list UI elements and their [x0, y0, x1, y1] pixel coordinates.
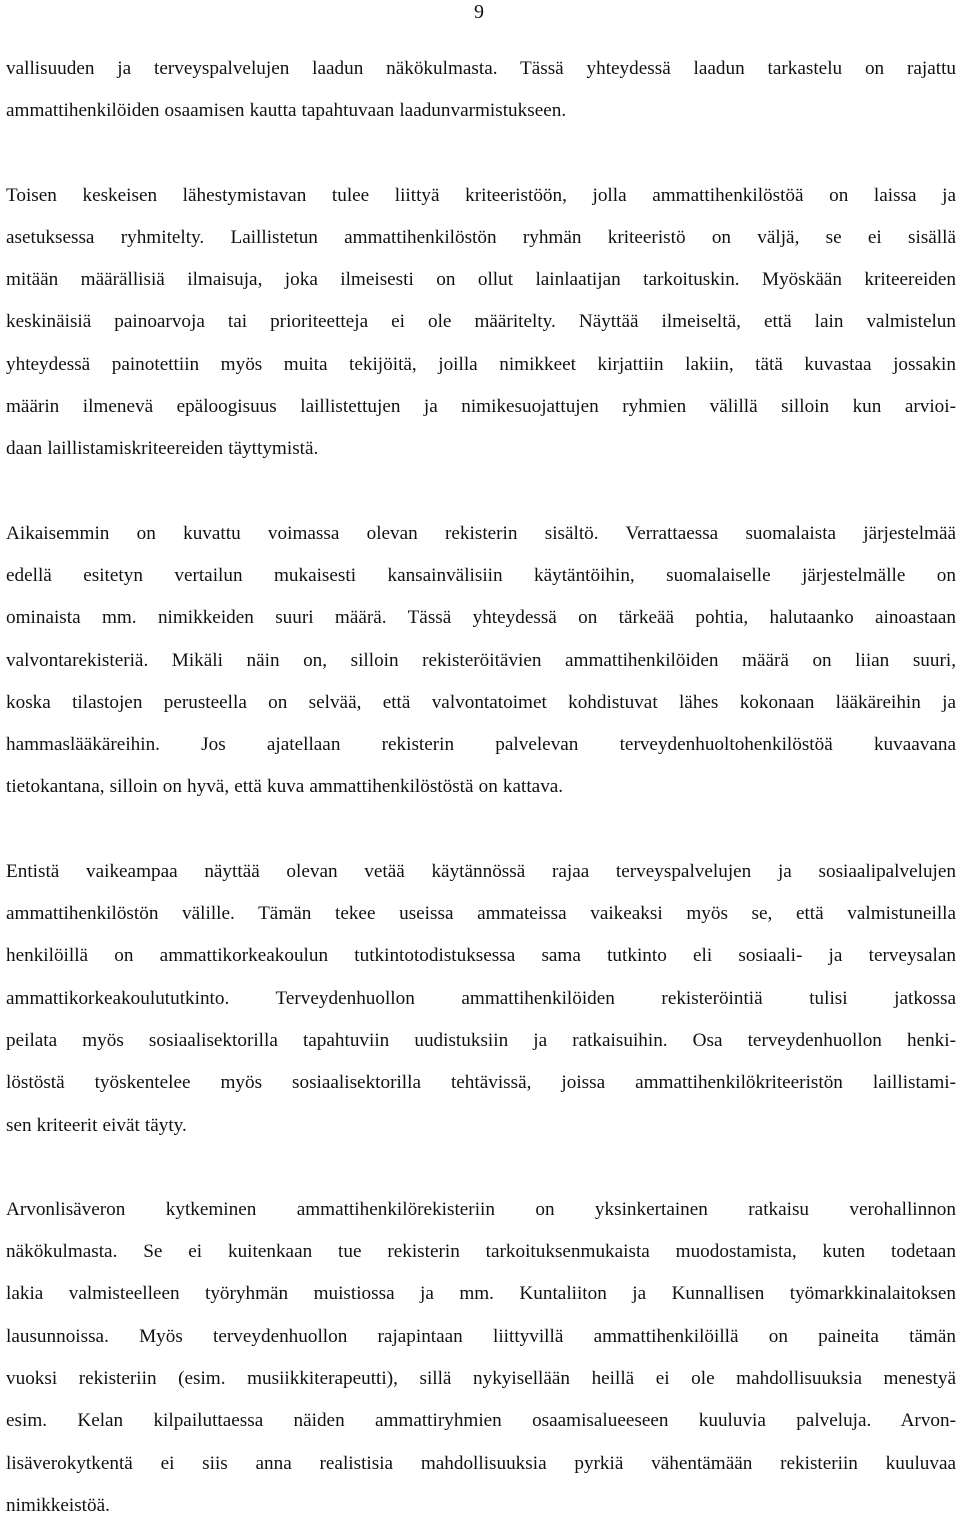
- document-body: [6, 48, 956, 1527]
- text-line: koska tilastojen perusteella on selvää, että valvontatoimet kohdistuvat lähes kokonaan lääkäreihin ja: [6, 691, 956, 713]
- paragraph: [6, 48, 956, 133]
- text-line: lakia valmisteelleen työryhmän muistiossa ja mm. Kuntaliiton ja Kunnallisen työmarkkinalaitoksen: [6, 1283, 956, 1305]
- text-line: daan laillistamiskriteereiden täyttymistä.: [6, 438, 319, 460]
- text-line: löstöstä työskentelee myös sosiaalisektorilla tehtävissä, joissa ammattihenkilökriteeristön laillistami-: [6, 1072, 956, 1094]
- text-line: lisäverokytkentä ei siis anna realistisia mahdollisuuksia pyrkiä vähentämään rekisteriin kuuluvaa: [6, 1452, 956, 1474]
- paragraph: [6, 175, 956, 471]
- text-line: ammattihenkilöiden osaamisen kautta tapahtuvaan laadunvarmistukseen.: [6, 100, 567, 122]
- text-line: Arvonlisäveron kytkeminen ammattihenkilörekisteriin on yksinkertainen ratkaisu verohallinnon: [6, 1198, 956, 1220]
- text-line: sen kriteerit eivät täyty.: [6, 1114, 187, 1136]
- text-line: ominaista mm. nimikkeiden suuri määrä. Tässä yhteydessä on tärkeää pohtia, halutaanko ainoastaan: [6, 607, 956, 629]
- text-line: peilata myös sosiaalisektorilla tapahtuviin uudistuksiin ja ratkaisuihin. Osa terveydenhuollon henki-: [6, 1029, 956, 1051]
- text-line: esim. Kelan kilpailuttaessa näiden ammattiryhmien osaamisalueeseen kuuluvia palveluja. Arvon-: [6, 1410, 956, 1432]
- text-line: määrin ilmenevä epäloogisuus laillistettujen ja nimikesuojattujen ryhmien välillä silloin kun arvioi-: [6, 396, 956, 418]
- paragraph: [6, 851, 956, 1147]
- text-line: nimikkeistöä.: [6, 1494, 110, 1516]
- paragraph: [6, 1189, 956, 1527]
- text-line: asetuksessa ryhmitelty. Laillistetun ammattihenkilöstön ryhmän kriteeristö on väljä, se ei sisällä: [6, 226, 956, 248]
- text-line: Toisen keskeisen lähestymistavan tulee liittyä kriteeristöön, jolla ammattihenkilöstöä on laissa ja: [6, 184, 956, 206]
- paragraph: [6, 513, 956, 809]
- text-line: hammaslääkäreihin. Jos ajatellaan rekisterin palvelevan terveydenhuoltohenkilöstöä kuvaavana: [6, 734, 956, 756]
- text-line: vallisuuden ja terveyspalvelujen laadun näkökulmasta. Tässä yhteydessä laadun tarkastelu on rajattu: [6, 58, 956, 79]
- text-line: tietokantana, silloin on hyvä, että kuva ammattihenkilöstöstä on kattava.: [6, 776, 564, 798]
- text-line: Entistä vaikeampaa näyttää olevan vetää käytännössä rajaa terveyspalvelujen ja sosiaalipalvelujen: [6, 860, 956, 882]
- text-line: lausunnoissa. Myös terveydenhuollon rajapintaan liittyvillä ammattihenkilöillä on paineita tämän: [6, 1325, 956, 1347]
- text-line: henkilöillä on ammattikorkeakoulun tutkintotodistuksessa sama tutkinto eli sosiaali- ja terveysalan: [6, 945, 956, 967]
- text-line: keskinäisiä painoarvoja tai prioriteetteja ei ole määritelty. Näyttää ilmeiseltä, että lain valmistelun: [6, 311, 956, 333]
- text-line: Aikaisemmin on kuvattu voimassa olevan rekisterin sisältö. Verrattaessa suomalaista järjestelmää: [6, 522, 956, 544]
- text-line: yhteydessä painotettiin myös muita tekijöitä, joilla nimikkeet kirjattiin lakiin, tätä kuvastaa jossakin: [6, 353, 956, 375]
- page-number: 9: [474, 1, 484, 23]
- text-line: mitään määrällisiä ilmaisuja, joka ilmeisesti on ollut lainlaatijan tarkoituskin. Myöskään kriteereiden: [6, 269, 956, 291]
- text-line: näkökulmasta. Se ei kuitenkaan tue rekisterin tarkoituksenmukaista muodostamista, kuten todetaan: [6, 1241, 956, 1263]
- text-line: ammattikorkeakoulututkinto. Terveydenhuollon ammattihenkilöiden rekisteröintiä tulisi jatkossa: [6, 987, 956, 1009]
- text-line: edellä esitetyn vertailun mukaisesti kansainvälisiin käytäntöihin, suomalaiselle järjestelmälle on: [6, 564, 956, 586]
- text-line: valvontarekisteriä. Mikäli näin on, silloin rekisteröitävien ammattihenkilöiden määrä on liian suuri,: [6, 649, 956, 671]
- text-line: ammattihenkilöstön välille. Tämän tekee useissa ammateissa vaikeaksi myös se, että valmistuneilla: [6, 903, 956, 925]
- text-line: vuoksi rekisteriin (esim. musiikkiterapeutti), sillä nykyisellään heillä ei ole mahdollisuuksia menestyä: [6, 1368, 956, 1390]
